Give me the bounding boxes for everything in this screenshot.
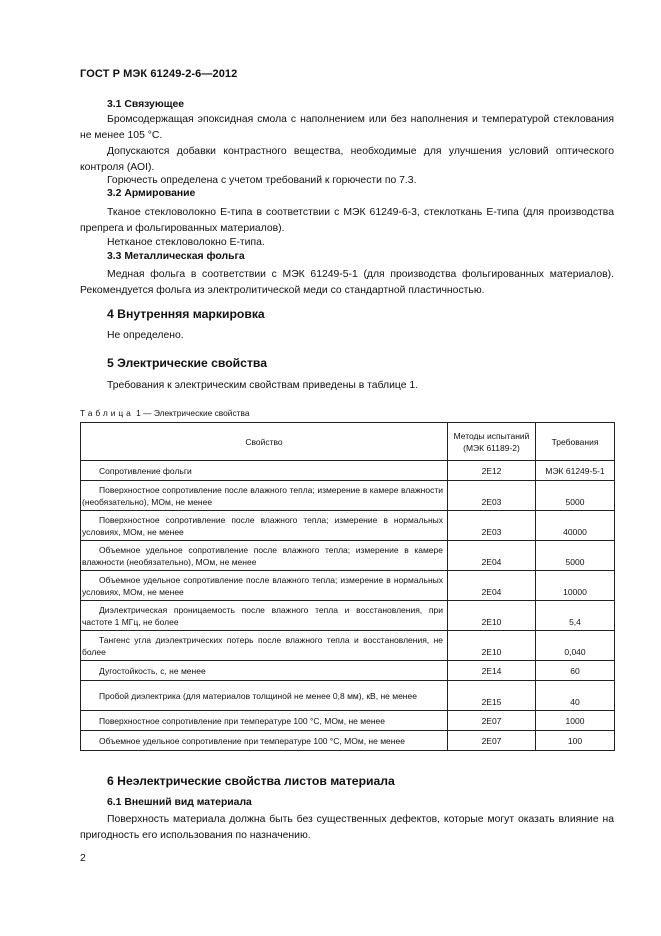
method-cell: 2E07 bbox=[448, 711, 536, 731]
property-cell bbox=[81, 541, 448, 571]
table-caption bbox=[80, 408, 250, 418]
section-6-heading: 6 Неэлектрические свойства листов материала bbox=[107, 774, 395, 788]
table-row bbox=[81, 631, 615, 661]
property-cell bbox=[81, 481, 448, 511]
property-text: Дугостойкость, с, не менее bbox=[99, 665, 206, 676]
property-cell bbox=[81, 631, 448, 661]
property-text: Объемное удельное сопротивление после влажного тепла; измерение в камере влажности (необязательно), МОм, не менее bbox=[82, 544, 443, 567]
requirement-cell: 5000 bbox=[536, 541, 615, 571]
header-requirements: Требования bbox=[536, 423, 615, 461]
header-property: Свойство bbox=[81, 423, 448, 461]
requirement-cell: 40000 bbox=[536, 511, 615, 541]
section-4-heading: 4 Внутренняя маркировка bbox=[107, 307, 265, 321]
section-3-3-paragraph-1: Медная фольга в соответствии с МЭК 61249-5-1 (для производства фольгированных материалов). Рекомендуется фольга из электролитической меди со стандартной пластичностью. bbox=[80, 269, 614, 296]
section-3-1-paragraph-3: Горючесть определена с учетом требований к горючести по 7.3. bbox=[107, 175, 417, 186]
property-text: Поверхностное сопротивление после влажного тепла; измерение в нормальных условиях, МОм, не менее bbox=[82, 514, 443, 537]
header-methods: Методы испытаний (МЭК 61189-2) bbox=[448, 423, 536, 461]
table-caption-word: Таблица bbox=[80, 408, 134, 418]
table-row bbox=[81, 511, 615, 541]
table-caption-title: 1 — Электрические свойства bbox=[133, 408, 250, 418]
property-cell bbox=[81, 681, 448, 711]
requirement-cell: 100 bbox=[536, 731, 615, 751]
section-3-1-title: 3.1 Связующее bbox=[107, 99, 185, 110]
requirement-cell: 10000 bbox=[536, 571, 615, 601]
document-code-header: ГОСТ Р МЭК 61249-2-6—2012 bbox=[80, 68, 238, 80]
property-text: Диэлектрическая проницаемость после влажного тепла и восстановления, при частоте 1 МГц, не более bbox=[82, 604, 443, 627]
section-3-2-title: 3.2 Армирование bbox=[107, 188, 196, 199]
property-text: Тангенс угла диэлектрических потерь после влажного тепла и восстановления, не более bbox=[82, 634, 443, 657]
table-row bbox=[81, 731, 615, 751]
method-cell: 2E04 bbox=[448, 541, 536, 571]
table-row bbox=[81, 601, 615, 631]
section-3-1-paragraph-1: Бромсодержащая эпоксидная смола с наполнением или без наполнения и температурой стеклования не менее 105 °С. bbox=[80, 114, 614, 141]
section-3-3-title: 3.3 Металлическая фольга bbox=[107, 251, 245, 262]
table-row bbox=[81, 571, 615, 601]
property-text: Объемное удельное сопротивление при температуре 100 °С, МОм, не менее bbox=[99, 735, 405, 746]
requirement-cell: 40 bbox=[536, 681, 615, 711]
table-row bbox=[81, 711, 615, 731]
electrical-properties-table bbox=[80, 422, 615, 751]
page-number: 2 bbox=[80, 853, 86, 864]
property-text: Поверхностное сопротивление после влажного тепла; измерение в камере влажности (необязательно), МОм, не менее bbox=[82, 484, 443, 507]
requirement-cell: 0,040 bbox=[536, 631, 615, 661]
table-row bbox=[81, 481, 615, 511]
requirement-cell: 1000 bbox=[536, 711, 615, 731]
property-text: Объемное удельное сопротивление после влажного тепла; измерение в нормальных условиях, МОм, не менее bbox=[82, 574, 443, 597]
table-header-row bbox=[81, 423, 615, 461]
property-cell bbox=[81, 661, 448, 681]
method-cell: 2E03 bbox=[448, 481, 536, 511]
requirement-cell: 5000 bbox=[536, 481, 615, 511]
property-text: Поверхностное сопротивление при температуре 100 °С, МОм, не менее bbox=[99, 715, 385, 726]
table-row bbox=[81, 461, 615, 481]
property-cell bbox=[81, 461, 448, 481]
section-3-2-paragraph-1: Тканое стекловолокно Е-типа в соответствии с МЭК 61249-6-3, стеклоткань Е-типа (для производства препрега и фольгированных материалов). bbox=[80, 207, 614, 234]
method-cell: 2E12 bbox=[448, 461, 536, 481]
method-cell: 2E10 bbox=[448, 631, 536, 661]
property-cell bbox=[81, 731, 448, 751]
section-6-1-title: 6.1 Внешний вид материала bbox=[107, 797, 252, 808]
property-cell bbox=[81, 711, 448, 731]
table-row bbox=[81, 541, 615, 571]
table-row bbox=[81, 681, 615, 711]
property-cell bbox=[81, 601, 448, 631]
section-3-1-paragraph-2: Допускаются добавки контрастного вещества, необходимые для улучшения условий оптического контроля (АОI). bbox=[80, 146, 614, 173]
section-6-1-paragraph: Поверхность материала должна быть без существенных дефектов, которые могут оказать влияние на пригодность его использования по назначению. bbox=[80, 814, 614, 841]
table-row bbox=[81, 661, 615, 681]
section-4-paragraph: Не определено. bbox=[107, 330, 184, 341]
property-text: Сопротивление фольги bbox=[99, 465, 192, 476]
method-cell: 2E04 bbox=[448, 571, 536, 601]
method-cell: 2E07 bbox=[448, 731, 536, 751]
requirement-cell: 5,4 bbox=[536, 601, 615, 631]
method-cell: 2E10 bbox=[448, 601, 536, 631]
method-cell: 2E15 bbox=[448, 681, 536, 711]
section-3-2-paragraph-2: Нетканое стекловолокно Е-типа. bbox=[107, 237, 265, 248]
property-text: Пробой диэлектрика (для материалов толщиной не менее 0,8 мм), кВ, не менее bbox=[99, 690, 417, 701]
section-5-paragraph: Требования к электрическим свойствам приведены в таблице 1. bbox=[107, 380, 419, 391]
section-5-heading: 5 Электрические свойства bbox=[107, 356, 268, 370]
property-cell bbox=[81, 511, 448, 541]
method-cell: 2E14 bbox=[448, 661, 536, 681]
property-cell bbox=[81, 571, 448, 601]
requirement-cell: МЭК 61249-5-1 bbox=[536, 461, 615, 481]
method-cell: 2E03 bbox=[448, 511, 536, 541]
requirement-cell: 60 bbox=[536, 661, 615, 681]
